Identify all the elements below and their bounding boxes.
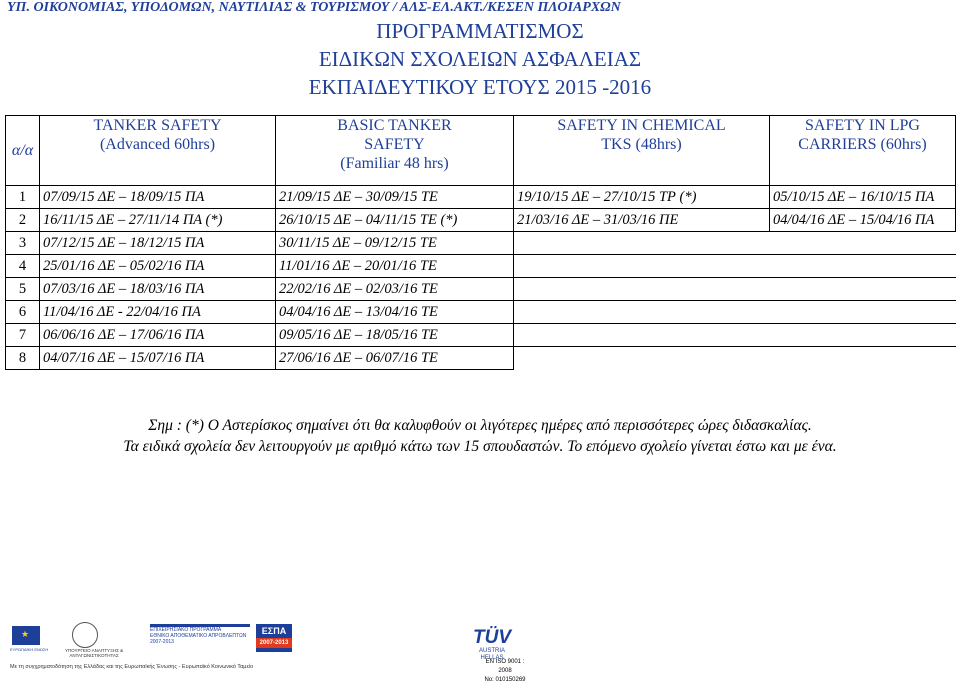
row-number: 7 xyxy=(6,324,40,347)
col-header-chemical xyxy=(514,116,770,186)
note-asterisk: Σημ : (*) Ο Αστερίσκος σημαίνει ότι θα καλυφθούν οι λιγότερες ημέρες από περισσότερες ώρες διδασκαλίας. xyxy=(148,417,812,434)
table-row xyxy=(6,186,956,209)
table-row xyxy=(6,301,956,324)
tuv-line1: AUSTRIA xyxy=(478,648,505,654)
cell-lpg: 04/04/16 ΔΕ – 15/04/16 ΠΑ xyxy=(770,209,956,232)
title-special-schools: ΕΙΔΙΚΩΝ ΣΧΟΛΕΙΩΝ ΑΣΦΑΛΕΙΑΣ xyxy=(318,47,642,71)
empty-cell xyxy=(770,232,956,255)
table-row xyxy=(6,209,956,232)
cert-number: No: 010150269 xyxy=(484,677,526,683)
cell-tanker: 07/12/15 ΔΕ – 18/12/15 ΠΑ xyxy=(40,232,276,255)
row-number: 8 xyxy=(6,347,40,370)
table-row xyxy=(6,255,956,278)
empty-cell xyxy=(514,232,770,255)
cell-tanker: 07/09/15 ΔΕ – 18/09/15 ΠΑ xyxy=(40,186,276,209)
row-number: 6 xyxy=(6,301,40,324)
table-row xyxy=(6,278,956,301)
title-academic-year: ΕΚΠΑΙΔΕΥΤΙΚΟΥ ΕΤΟΥΣ 2015 -2016 xyxy=(308,75,652,99)
tuv-logo xyxy=(462,628,522,662)
cell-tanker: 25/01/16 ΔΕ – 05/02/16 ΠΑ xyxy=(40,255,276,278)
col-header-basic-tanker xyxy=(276,116,514,186)
col-header-tanker-safety xyxy=(40,116,276,186)
cell-basic: 04/04/16 ΔΕ – 13/04/16 ΤΕ xyxy=(276,301,514,324)
col-header-lpg-line1: SAFETY IN LPG xyxy=(805,117,920,134)
empty-cell xyxy=(770,324,956,347)
row-number: 4 xyxy=(6,255,40,278)
empty-cell xyxy=(514,255,770,278)
col-header-basic-line2: SAFETY xyxy=(364,136,425,153)
col-header-tanker-line2: (Advanced 60hrs) xyxy=(99,136,216,153)
cell-tanker: 04/07/16 ΔΕ – 15/07/16 ΠΑ xyxy=(40,347,276,370)
empty-cell xyxy=(770,301,956,324)
col-header-lpg xyxy=(770,116,956,186)
empty-cell xyxy=(514,301,770,324)
espa-logo-text: ΕΣΠΑ xyxy=(261,626,287,636)
cell-tanker: 11/04/16 ΔΕ - 22/04/16 ΠΑ xyxy=(40,301,276,324)
table-row xyxy=(6,347,956,370)
tuv-line2: HELLAS xyxy=(480,655,504,661)
cert-iso: EN ISO 9001 : 2008 xyxy=(485,659,525,674)
cell-basic: 21/09/15 ΔΕ – 30/09/15 ΤΕ xyxy=(276,186,514,209)
row-number: 5 xyxy=(6,278,40,301)
ministry-header: ΥΠ. ΟΙΚΟΝΟΜΙΑΣ, ΥΠΟΔΟΜΩΝ, ΝΑΥΤΙΛΙΑΣ & ΤΟΥΡΙΣΜΟΥ / ΑΛΣ-ΕΛ.ΑΚΤ./ΚΕΣΕΝ ΠΛΟΙΑΡΧΩΝ xyxy=(7,0,621,15)
row-number: 3 xyxy=(6,232,40,255)
col-header-aa: α/α xyxy=(6,116,40,186)
table-row xyxy=(6,324,956,347)
program-label xyxy=(150,624,250,655)
greek-emblem-icon xyxy=(72,622,98,648)
eu-flag-icon xyxy=(12,626,40,645)
program-line2: ΕΘΝΙΚΟ ΑΠΟΘΕΜΑΤΙΚΟ ΑΠΡΟΒΛΕΠΤΩΝ 2007-2013 xyxy=(150,633,247,645)
funding-logos xyxy=(10,618,410,660)
cell-basic: 22/02/16 ΔΕ – 02/03/16 ΤΕ xyxy=(276,278,514,301)
program-line1: ΕΠΙΧΕΙΡΗΣΙΑΚΟ ΠΡΟΓΡΑΜΜΑ xyxy=(150,627,222,633)
col-header-basic-line3: (Familiar 48 hrs) xyxy=(340,155,449,172)
cell-chemical: 21/03/16 ΔΕ – 31/03/16 ΠΕ xyxy=(514,209,770,232)
eu-label: ΕΥΡΩΠΑΪΚΗ ΕΝΩΣΗ xyxy=(10,647,49,652)
cell-lpg: 05/10/15 ΔΕ – 16/10/15 ΠΑ xyxy=(770,186,956,209)
cell-tanker: 07/03/16 ΔΕ – 18/03/16 ΠΑ xyxy=(40,278,276,301)
cell-chemical: 19/10/15 ΔΕ – 27/10/15 ΤΡ (*) xyxy=(514,186,770,209)
col-header-basic-line1: BASIC TANKER xyxy=(337,117,452,134)
ministry-label: ΥΠΟΥΡΓΕΙΟ ΑΝΑΠΤΥΞΗΣ & ΑΝΤΑΓΩΝΙΣΤΙΚΟΤΗΤΑΣ xyxy=(64,648,124,658)
empty-cell xyxy=(770,347,956,370)
table-row xyxy=(6,232,956,255)
col-header-chemical-line2: TKS (48hrs) xyxy=(601,136,682,153)
note-min-students: Τα ειδικά σχολεία δεν λειτουργούν με αριθμό κάτω των 15 σπουδαστών. Το επόμενο σχολείο γίνεται έστω και με ένα. xyxy=(123,438,837,455)
espa-logo xyxy=(256,624,292,652)
row-number: 2 xyxy=(6,209,40,232)
cell-tanker: 16/11/15 ΔΕ – 27/11/14 ΠΑ (*) xyxy=(40,209,276,232)
cell-tanker: 06/06/16 ΔΕ – 17/06/16 ΠΑ xyxy=(40,324,276,347)
col-header-tanker-line1: TANKER SAFETY xyxy=(93,117,222,134)
empty-cell xyxy=(514,278,770,301)
certification xyxy=(480,658,530,685)
empty-cell xyxy=(770,255,956,278)
col-header-chemical-line1: SAFETY IN CHEMICAL xyxy=(557,117,726,134)
schedule-table xyxy=(5,115,956,370)
empty-cell xyxy=(514,324,770,347)
cell-basic: 26/10/15 ΔΕ – 04/11/15 ΤΕ (*) xyxy=(276,209,514,232)
row-number: 1 xyxy=(6,186,40,209)
col-header-lpg-line2: CARRIERS (60hrs) xyxy=(798,136,927,153)
cell-basic: 09/05/16 ΔΕ – 18/05/16 ΤΕ xyxy=(276,324,514,347)
cell-basic: 27/06/16 ΔΕ – 06/07/16 ΤΕ xyxy=(276,347,514,370)
espa-logo-years: 2007-2013 xyxy=(256,638,292,648)
empty-cell xyxy=(514,347,770,370)
empty-cell xyxy=(770,278,956,301)
cell-basic: 11/01/16 ΔΕ – 20/01/16 ΤΕ xyxy=(276,255,514,278)
cell-basic: 30/11/15 ΔΕ – 09/12/15 ΤΕ xyxy=(276,232,514,255)
title-programming: ΠΡΟΓΡΑΜΜΑΤΙΣΜΟΣ xyxy=(376,19,584,43)
cofunding-caption: Με τη συγχρηματοδότηση της Ελλάδας και της Ευρωπαϊκής Ένωσης - Ευρωπαϊκό Κοινωνικό Ταμείο xyxy=(10,664,254,670)
tuv-mark: TÜV xyxy=(473,627,511,648)
